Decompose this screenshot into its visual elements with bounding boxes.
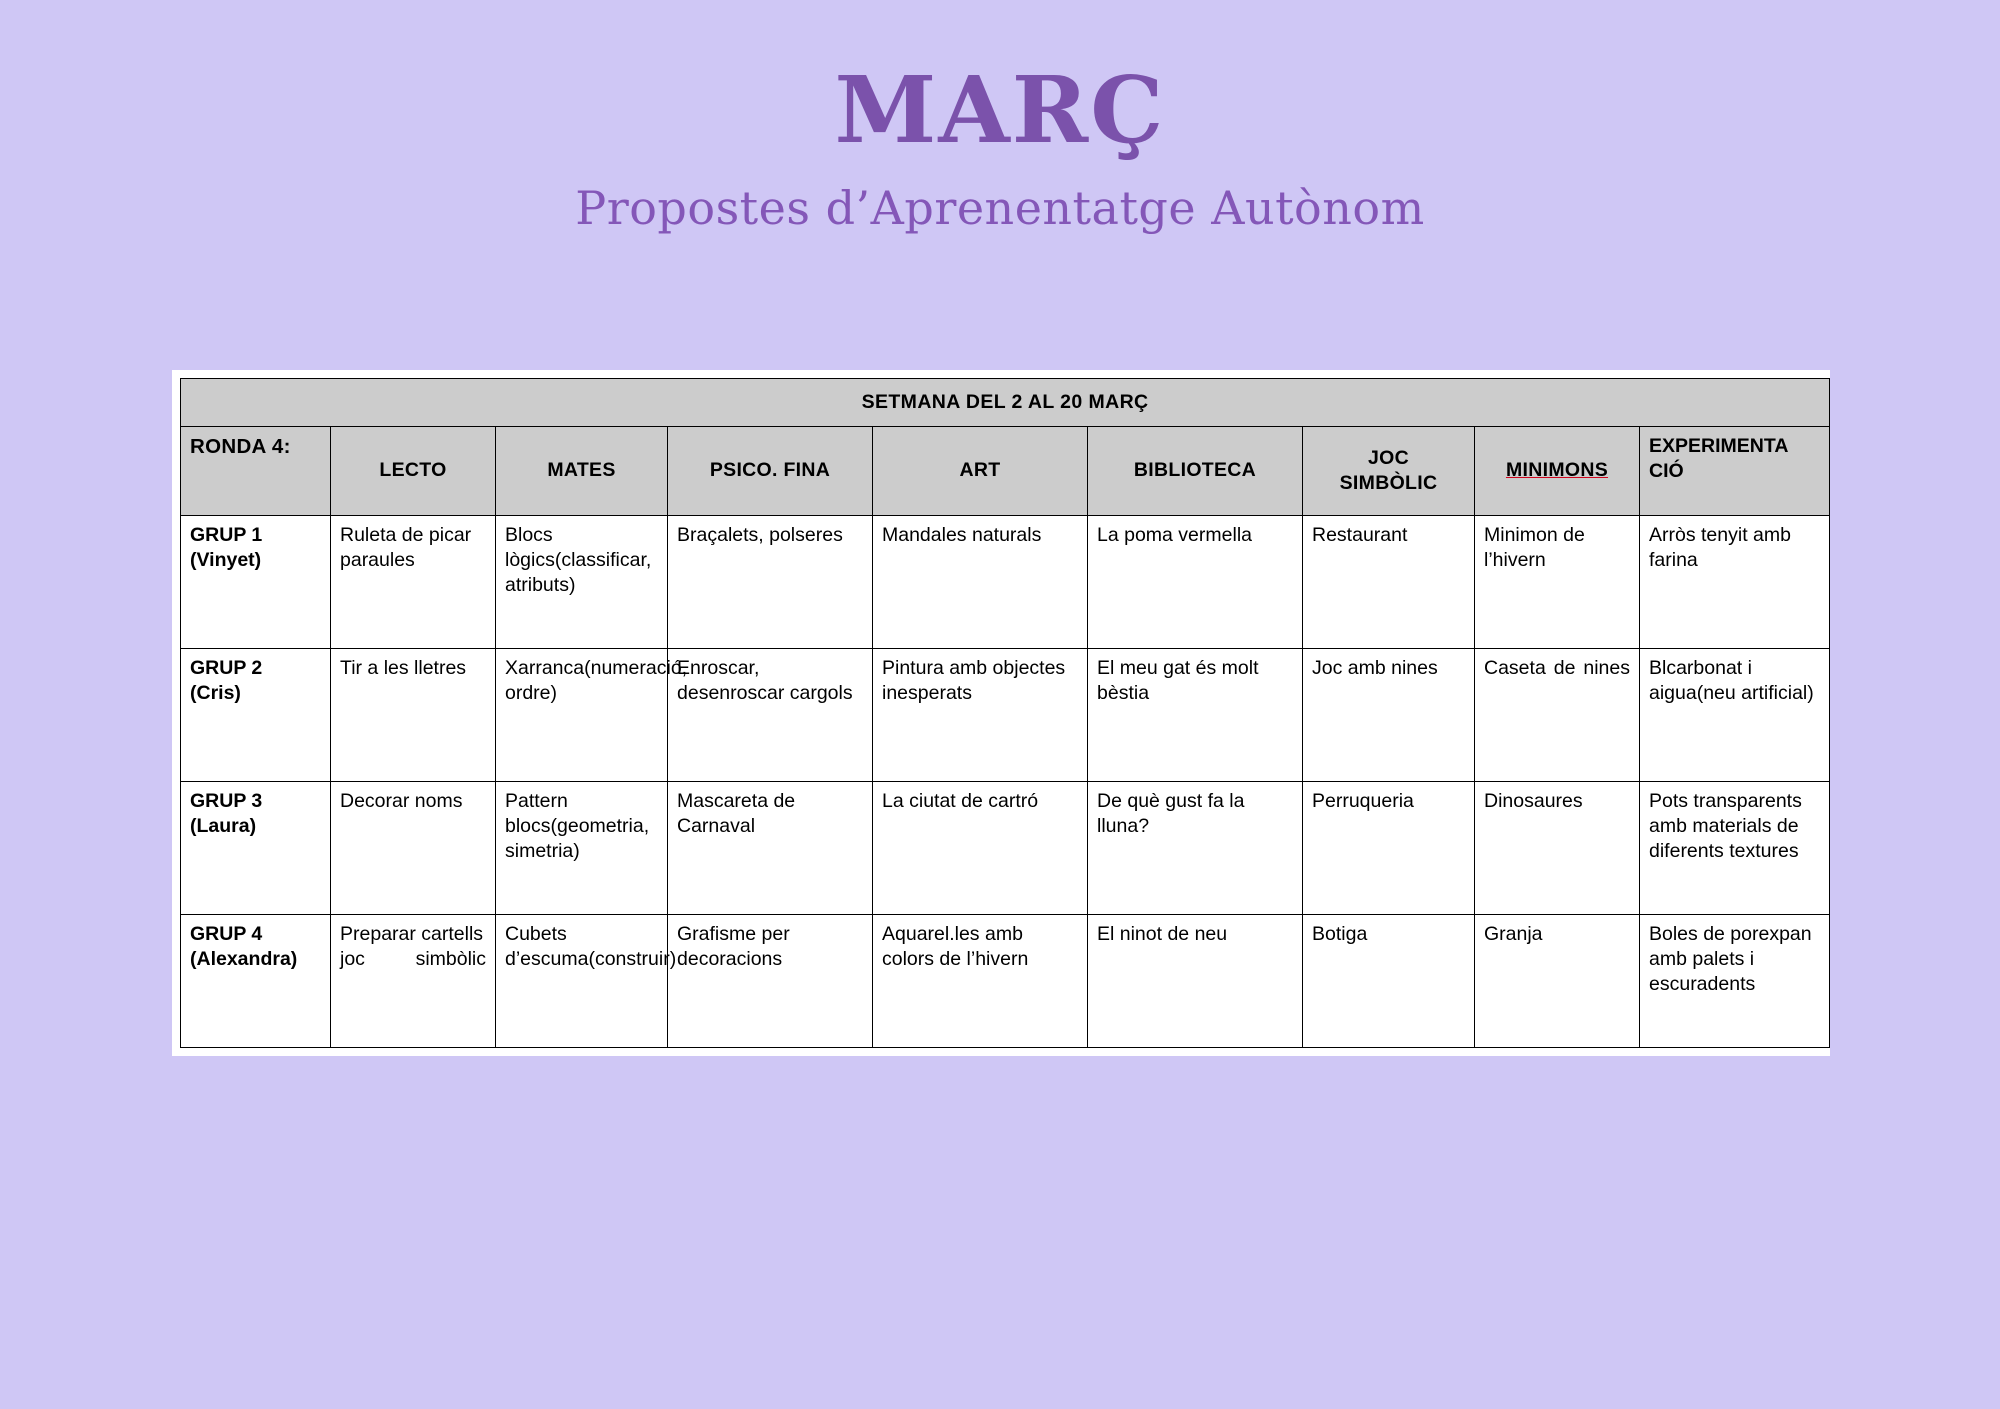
group-teacher: (Alexandra): [190, 947, 298, 970]
cell-biblioteca: El ninot de neu: [1088, 914, 1303, 1047]
column-header-biblioteca: BIBLIOTECA: [1088, 426, 1303, 515]
table-banner-row: [181, 379, 1830, 427]
table-row: [181, 781, 1830, 914]
cell-mates: Cubets d’escuma(construir): [496, 914, 668, 1047]
cell-psico-fina: Braçalets, polseres: [668, 515, 873, 648]
cell-psico-fina: Mascareta de Carnaval: [668, 781, 873, 914]
cell-biblioteca: El meu gat és molt bèstia: [1088, 648, 1303, 781]
cell-joc-simbolic: Restaurant: [1303, 515, 1475, 648]
cell-joc-simbolic: Joc amb nines: [1303, 648, 1475, 781]
cell-art: Mandales naturals: [873, 515, 1088, 648]
cell-art: Pintura amb objectes inesperats: [873, 648, 1088, 781]
table-row: [181, 914, 1830, 1047]
column-header-joc-simbolic: [1303, 426, 1475, 515]
column-header-art: ART: [873, 426, 1088, 515]
cell-experimentacio: Boles de porexpan amb palets i escuradents: [1640, 914, 1830, 1047]
cell-minimons: Minimon de l’hivern: [1475, 515, 1640, 648]
group-label: [181, 914, 331, 1047]
page-subtitle: Propostes d’Aprenentatge Autònom: [575, 180, 1425, 235]
cell-mates: Pattern blocs(geometria, simetria): [496, 781, 668, 914]
group-teacher: (Vinyet): [190, 548, 262, 571]
schedule-table-container: [172, 370, 1830, 1056]
table-row: [181, 515, 1830, 648]
experimentacio-line2: CIÓ: [1649, 459, 1684, 482]
group-name: GRUP 4: [190, 922, 263, 945]
column-header-lecto: LECTO: [331, 426, 496, 515]
cell-lecto: Ruleta de picar paraules: [331, 515, 496, 648]
column-header-psico-fina: PSICO. FINA: [668, 426, 873, 515]
cell-biblioteca: La poma vermella: [1088, 515, 1303, 648]
cell-biblioteca: De què gust fa la lluna?: [1088, 781, 1303, 914]
column-header-minimons: [1475, 426, 1640, 515]
cell-mates: Blocs lògics(classificar, atributs): [496, 515, 668, 648]
round-label: RONDA 4:: [181, 426, 331, 515]
cell-lecto: Preparar cartells joc simbòlic: [331, 914, 496, 1047]
cell-lecto: Decorar noms: [331, 781, 496, 914]
table-header-row: [181, 426, 1830, 515]
group-name: GRUP 3: [190, 789, 263, 812]
group-label: [181, 781, 331, 914]
cell-psico-fina: Grafisme per decoracions: [668, 914, 873, 1047]
minimons-label: MINIMONS: [1505, 459, 1609, 482]
cell-art: La ciutat de cartró: [873, 781, 1088, 914]
cell-joc-simbolic: Botiga: [1303, 914, 1475, 1047]
table-row: [181, 648, 1830, 781]
group-name: GRUP 1: [190, 523, 263, 546]
schedule-table: [180, 378, 1830, 1048]
group-name: GRUP 2: [190, 656, 263, 679]
cell-lecto: Tir a les lletres: [331, 648, 496, 781]
page-title: MARÇ: [834, 56, 1166, 164]
group-teacher: (Cris): [190, 681, 241, 704]
cell-joc-simbolic: Perruqueria: [1303, 781, 1475, 914]
cell-art: Aquarel.les amb colors de l’hivern: [873, 914, 1088, 1047]
group-label: [181, 515, 331, 648]
column-header-mates: MATES: [496, 426, 668, 515]
cell-minimons: Granja: [1475, 914, 1640, 1047]
cell-minimons: Dinosaures: [1475, 781, 1640, 914]
group-teacher: (Laura): [190, 814, 257, 837]
column-header-experimentacio: [1640, 426, 1830, 515]
cell-experimentacio: Arròs tenyit amb farina: [1640, 515, 1830, 648]
cell-psico-fina: Enroscar, desenroscar cargols: [668, 648, 873, 781]
joc-simbolic-line2: SIMBÒLIC: [1339, 471, 1438, 494]
week-banner: SETMANA DEL 2 AL 20 MARÇ: [181, 379, 1830, 427]
joc-simbolic-line1: JOC: [1368, 447, 1409, 469]
experimentacio-line1: EXPERIMENTA: [1649, 434, 1789, 457]
cell-mates: Xarranca(numeració, ordre): [496, 648, 668, 781]
cell-minimons: Caseta de nines: [1475, 648, 1640, 781]
cell-experimentacio: Pots transparents amb materials de diferents textures: [1640, 781, 1830, 914]
group-label: [181, 648, 331, 781]
cell-experimentacio: Blcarbonat i aigua(neu artificial): [1640, 648, 1830, 781]
